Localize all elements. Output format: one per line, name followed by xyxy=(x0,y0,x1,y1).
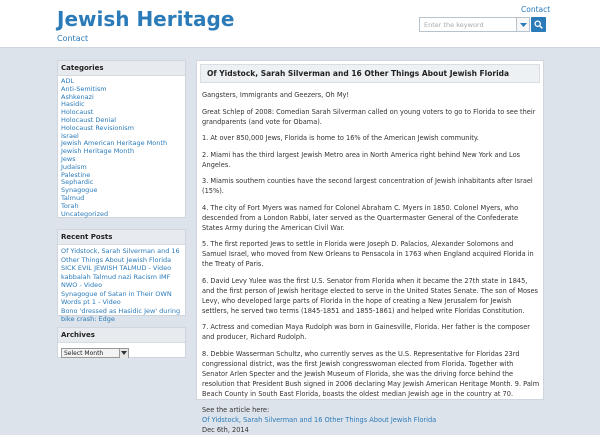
post-paragraph: Gangsters, Immigrants and Geezers, Oh My! xyxy=(202,91,350,99)
category-item[interactable]: Jews xyxy=(61,154,76,163)
category-item[interactable]: Palestine xyxy=(61,170,91,179)
search-button[interactable] xyxy=(531,17,546,32)
search-form xyxy=(419,17,546,32)
category-item[interactable]: Ashkenazi xyxy=(61,92,94,101)
categories-list xyxy=(61,78,182,218)
recent-post-item[interactable]: SICK EVIL JEWISH TALMUD - Video xyxy=(61,264,172,272)
archive-select-arrow xyxy=(119,349,128,358)
archives-title: Archives xyxy=(58,328,185,343)
post-paragraph: 5. The first reported Jews to settle in Florida were Joseph D. Palacios, Alexander Solomons and Samuel Israel, who moved from New Orleans to Pensacola in 1763 when England acquired Florida in the Treaty of Paris. xyxy=(202,240,534,268)
see-article-text: See the article here: xyxy=(202,406,270,414)
post-paragraph: 8. Debbie Wasserman Schultz, who currently serves as the U.S. Representative for Floridas 23rd congressional district, was the first Jewish congresswoman elected from Florida. Together with Senator Arlen Specter and the Jewish Museum of Florida, she was the driving force behind the resolution that President Bush signed in 2006 declaring May Jewish American Heritage Month. 9. Palm Beach County in South East Florida, boasts the oldest median Jewish age in the country at 70. xyxy=(202,349,540,398)
post-paragraph: 2. Miami has the third largest Jewish Metro area in North America right behind New York and Los Angeles. xyxy=(202,150,521,169)
category-item[interactable]: Jewish Heritage Month xyxy=(61,147,135,156)
article-link[interactable]: Of Yidstock, Sarah Silverman and 16 Other Things About Jewish Florida xyxy=(202,416,437,424)
category-item[interactable]: Hasidic xyxy=(61,100,85,109)
post-title: Of Yidstock, Sarah Silverman and 16 Other Things About Jewish Florida xyxy=(207,69,510,78)
post-title-bar xyxy=(200,64,540,83)
site-header xyxy=(0,0,600,48)
recent-posts-widget xyxy=(57,229,186,323)
post-body xyxy=(202,90,540,435)
recent-post-item[interactable]: Bono 'dressed as Hasidic Jew' during bike crash: Edge xyxy=(61,306,181,323)
recent-posts-list xyxy=(61,247,182,324)
category-item[interactable]: ADL xyxy=(61,77,75,85)
archive-select-value: Select Month xyxy=(64,350,104,357)
category-item[interactable]: Talmud xyxy=(61,193,85,202)
chevron-down-icon xyxy=(520,23,527,27)
search-input[interactable] xyxy=(419,17,517,32)
category-item[interactable]: Sephardic xyxy=(61,178,94,187)
post-paragraphs xyxy=(202,90,540,399)
recent-posts-title: Recent Posts xyxy=(58,230,185,245)
post-date: Dec 6th, 2014 xyxy=(202,426,249,434)
top-contact-link[interactable]: Contact xyxy=(521,5,551,14)
category-item[interactable]: Holocaust Denial xyxy=(61,115,117,124)
chevron-down-icon xyxy=(121,351,127,355)
category-item[interactable]: Judaism xyxy=(61,162,87,171)
category-item[interactable]: Synagogue xyxy=(61,186,98,195)
post-paragraph: 1. At over 850,000 Jews, Florida is home to 16% of the American Jewish community. xyxy=(202,134,479,142)
recent-post-item[interactable]: Of Yidstock, Sarah Silverman and 16 Other Things About Jewish Florida xyxy=(61,247,180,264)
category-item[interactable]: Jewish American Heritage Month xyxy=(61,139,168,148)
site-title[interactable]: Jewish Heritage xyxy=(57,7,235,31)
post-content xyxy=(196,60,544,434)
post-paragraph: 3. Miamis southern counties have the second largest concentration of Jewish inhabitants after Israel (15%). xyxy=(202,177,533,195)
archives-widget xyxy=(57,327,186,358)
category-item[interactable]: Uncategorized xyxy=(61,209,109,218)
categories-widget xyxy=(57,60,186,218)
category-item[interactable]: Holocaust xyxy=(61,108,94,117)
archive-month-select[interactable] xyxy=(61,348,129,358)
categories-title: Categories xyxy=(58,61,185,76)
post-paragraph: 4. The city of Fort Myers was named for Colonel Abraham C. Myers in 1850. Colonel Myers, who descended from a London Rabbi, later served as the Quartermaster General of the Confederate States Army during the American Civil War. xyxy=(202,203,519,232)
category-item[interactable]: Anti-Semitism xyxy=(61,84,107,93)
recent-post-item[interactable]: Synagogue of Satan in Their OWN Words pt 1 - Video xyxy=(61,289,172,306)
search-scope-dropdown[interactable] xyxy=(516,17,530,32)
category-item[interactable]: Holocaust Revisionism xyxy=(61,123,135,132)
post-paragraph: Great Schlep of 2008: Comedian Sarah Silverman called on young voters to go to Florida to see their grandparents (and vote for Obama). xyxy=(202,107,536,126)
post-paragraph: 6. David Levy Yulee was the first U.S. Senator from Florida when it became the 27th state in 1845, and the first person of Jewish heritage elected to serve in the United States Senate. The son of Moses Levy, who developed large parts of Florida in the hope of creating a New Jerusalem for Jewish settlers, he served two terms (1845-1851 and 1855-1861) and helped write Floridas Constitution. xyxy=(202,276,538,315)
category-item[interactable]: Israel xyxy=(61,131,79,140)
recent-post-item[interactable]: kabbalah Talmud nazi Racism IMF NWO - Video xyxy=(61,272,171,289)
post-paragraph: 7. Actress and comedian Maya Rudolph was born in Gainesville, Florida. Her father is the composer and producer, Richard Rudolph. xyxy=(202,323,530,341)
nav-contact-link[interactable]: Contact xyxy=(57,34,89,43)
search-icon xyxy=(534,20,543,29)
category-item[interactable]: Torah xyxy=(61,201,79,210)
